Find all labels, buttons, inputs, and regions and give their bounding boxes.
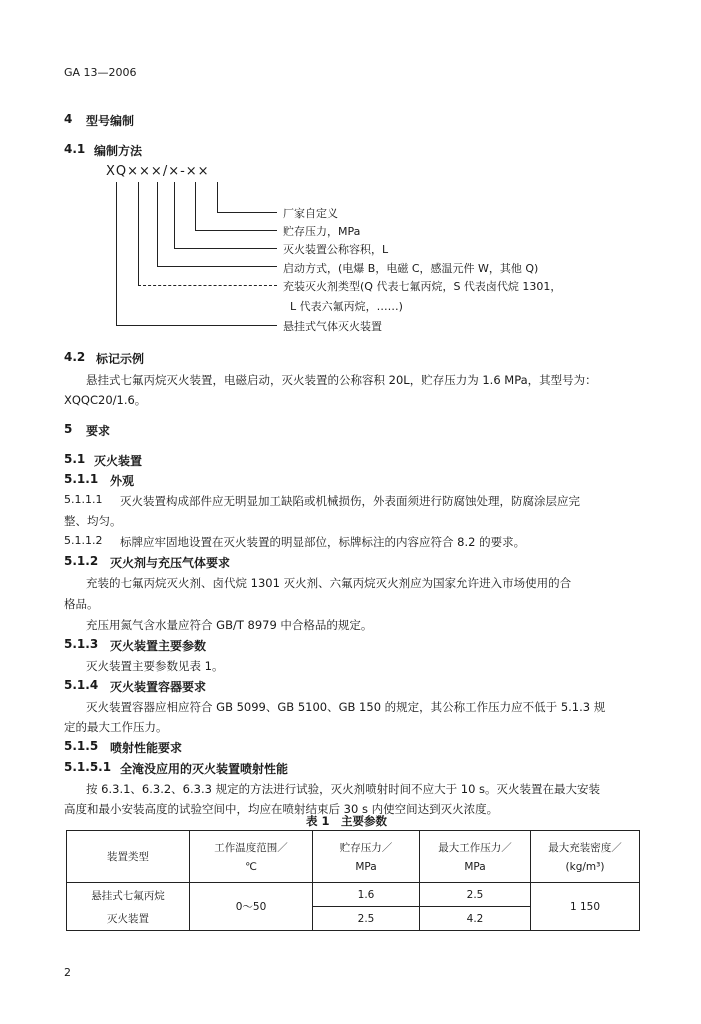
- clause-5-1-1-2-text: 标牌应牢固地设置在灭火装置的明显部位，标牌标注的内容应符合 8.2 的要求。: [120, 535, 526, 549]
- header-device-type-label: 装置类型: [107, 851, 149, 863]
- header-max-density-label: 最大充装密度／: [548, 842, 622, 854]
- section-5-1-5-title: 喷射性能要求: [110, 741, 183, 755]
- header-temp-range: [190, 831, 313, 883]
- clause-5-1-1-1-cont: 整、均匀。: [64, 514, 122, 528]
- section-5-1-1-number: 5.1.1: [64, 472, 99, 486]
- section-4-2-number: 4.2: [64, 350, 86, 364]
- model-code-string: XQ×××/×-××: [106, 164, 210, 179]
- header-max-pressure-label: 最大工作压力／: [438, 842, 512, 854]
- section-5-1-title: 灭火装置: [94, 454, 143, 468]
- header-storage-pressure-unit: MPa: [355, 861, 377, 873]
- clause-5-1-4-para-cont: 定的最大工作压力。: [64, 720, 168, 734]
- header-max-density-unit: (kg/m³): [565, 861, 605, 873]
- section-5-1-4-title: 灭火装置容器要求: [110, 680, 207, 694]
- page-number: 2: [64, 966, 71, 979]
- header-max-pressure: [420, 831, 531, 883]
- marking-example-line-1: 悬挂式七氟丙烷灭火装置，电磁启动，灭火装置的公称容积 20L，贮存压力为 1.6 MPa，其型号为：: [86, 373, 597, 387]
- section-5-1-4-number: 5.1.4: [64, 678, 99, 692]
- clause-5-1-2-para-1: 充装的七氟丙烷灭火剂、卤代烷 1301 灭火剂、六氟丙烷灭火剂应为国家允许进入市场使用的合: [86, 576, 572, 590]
- header-storage-pressure: [313, 831, 420, 883]
- code-label-start-mode: 启动方式，(电爆 B，电磁 C，感温元件 W，其他 Q): [283, 262, 539, 275]
- code-label-manufacturer: 厂家自定义: [283, 207, 338, 220]
- header-temp-range-unit: ℃: [245, 861, 257, 873]
- section-5-number: 5: [64, 422, 73, 436]
- code-label-nominal-volume: 灭火装置公称容积，L: [283, 243, 389, 256]
- clause-5-1-1-1-number: 5.1.1.1: [64, 493, 103, 506]
- cell-storage-pressure: 1.6: [313, 883, 420, 907]
- cell-device-type: [67, 883, 190, 931]
- code-label-agent-type: 充装灭火剂类型(Q 代表七氟丙烷，S 代表卤代烷 1301，: [283, 280, 562, 293]
- clause-5-1-1-2-number: 5.1.1.2: [64, 534, 103, 547]
- code-label-storage-pressure: 贮存压力，MPa: [283, 225, 361, 238]
- code-label-device-type: 悬挂式气体灭火装置: [283, 320, 382, 333]
- section-5-1-3-number: 5.1.3: [64, 637, 99, 651]
- cell-storage-pressure: 2.5: [313, 907, 420, 931]
- cell-device-type-line-2: 灭火装置: [107, 912, 149, 925]
- table-header-row: [67, 831, 640, 883]
- section-4-1-title: 编制方法: [94, 144, 143, 158]
- section-5-1-5-1-title: 全淹没应用的灭火装置喷射性能: [120, 762, 289, 776]
- table-row: [67, 883, 640, 907]
- section-4-2-title: 标记示例: [96, 352, 145, 366]
- section-5-1-2-number: 5.1.2: [64, 554, 99, 568]
- clause-5-1-2-para-1-cont: 格品。: [64, 597, 99, 611]
- section-5-1-5-1-number: 5.1.5.1: [64, 760, 112, 774]
- code-label-agent-type-cont: L 代表六氟丙烷，……): [290, 300, 403, 313]
- cell-max-pressure: 4.2: [420, 907, 531, 931]
- section-5-title: 要求: [86, 424, 111, 438]
- table-caption: 表 1 主要参数: [306, 814, 388, 828]
- section-4-title: 型号编制: [86, 114, 135, 128]
- section-4-number: 4: [64, 112, 73, 126]
- document-code-header: GA 13—2006: [64, 66, 137, 79]
- cell-temp-range: 0～50: [190, 883, 313, 931]
- clause-5-1-3-para: 灭火装置主要参数见表 1。: [86, 659, 224, 673]
- header-max-density: [531, 831, 640, 883]
- section-4-1-number: 4.1: [64, 142, 86, 156]
- clause-5-1-5-1-para: 按 6.3.1、6.3.2、6.3.3 规定的方法进行试验，灭火剂喷射时间不应大于 10 s。灭火装置在最大安装: [86, 782, 601, 796]
- section-5-1-1-title: 外观: [110, 474, 135, 488]
- cell-max-density: 1 150: [531, 883, 640, 931]
- header-device-type: [67, 831, 190, 883]
- clause-5-1-5-1-para-cont: 高度和最小安装高度的试验空间中，均应在喷射结束后 30 s 内使空间达到灭火浓度。: [64, 802, 499, 816]
- cell-device-type-line-1: 悬挂式七氟丙烷: [91, 889, 165, 902]
- header-storage-pressure-label: 贮存压力／: [339, 842, 393, 854]
- cell-max-pressure: 2.5: [420, 883, 531, 907]
- section-5-1-3-title: 灭火装置主要参数: [110, 639, 207, 653]
- marking-example-line-2: XQQC20/1.6。: [64, 393, 147, 407]
- clause-5-1-2-para-2: 充压用氮气含水量应符合 GB/T 8979 中合格品的规定。: [86, 618, 373, 632]
- header-temp-range-label: 工作温度范围／: [214, 842, 288, 854]
- section-5-1-number: 5.1: [64, 452, 86, 466]
- main-parameters-table: [66, 830, 640, 931]
- clause-5-1-1-1-text: 灭火装置构成部件应无明显加工缺陷或机械损伤，外表面须进行防腐蚀处理，防腐涂层应完: [120, 494, 580, 508]
- section-5-1-2-title: 灭火剂与充压气体要求: [110, 556, 231, 570]
- clause-5-1-4-para: 灭火装置容器应相应符合 GB 5099、GB 5100、GB 150 的规定，其公称工作压力应不低于 5.1.3 规: [86, 700, 606, 714]
- header-max-pressure-unit: MPa: [464, 861, 486, 873]
- section-5-1-5-number: 5.1.5: [64, 739, 99, 753]
